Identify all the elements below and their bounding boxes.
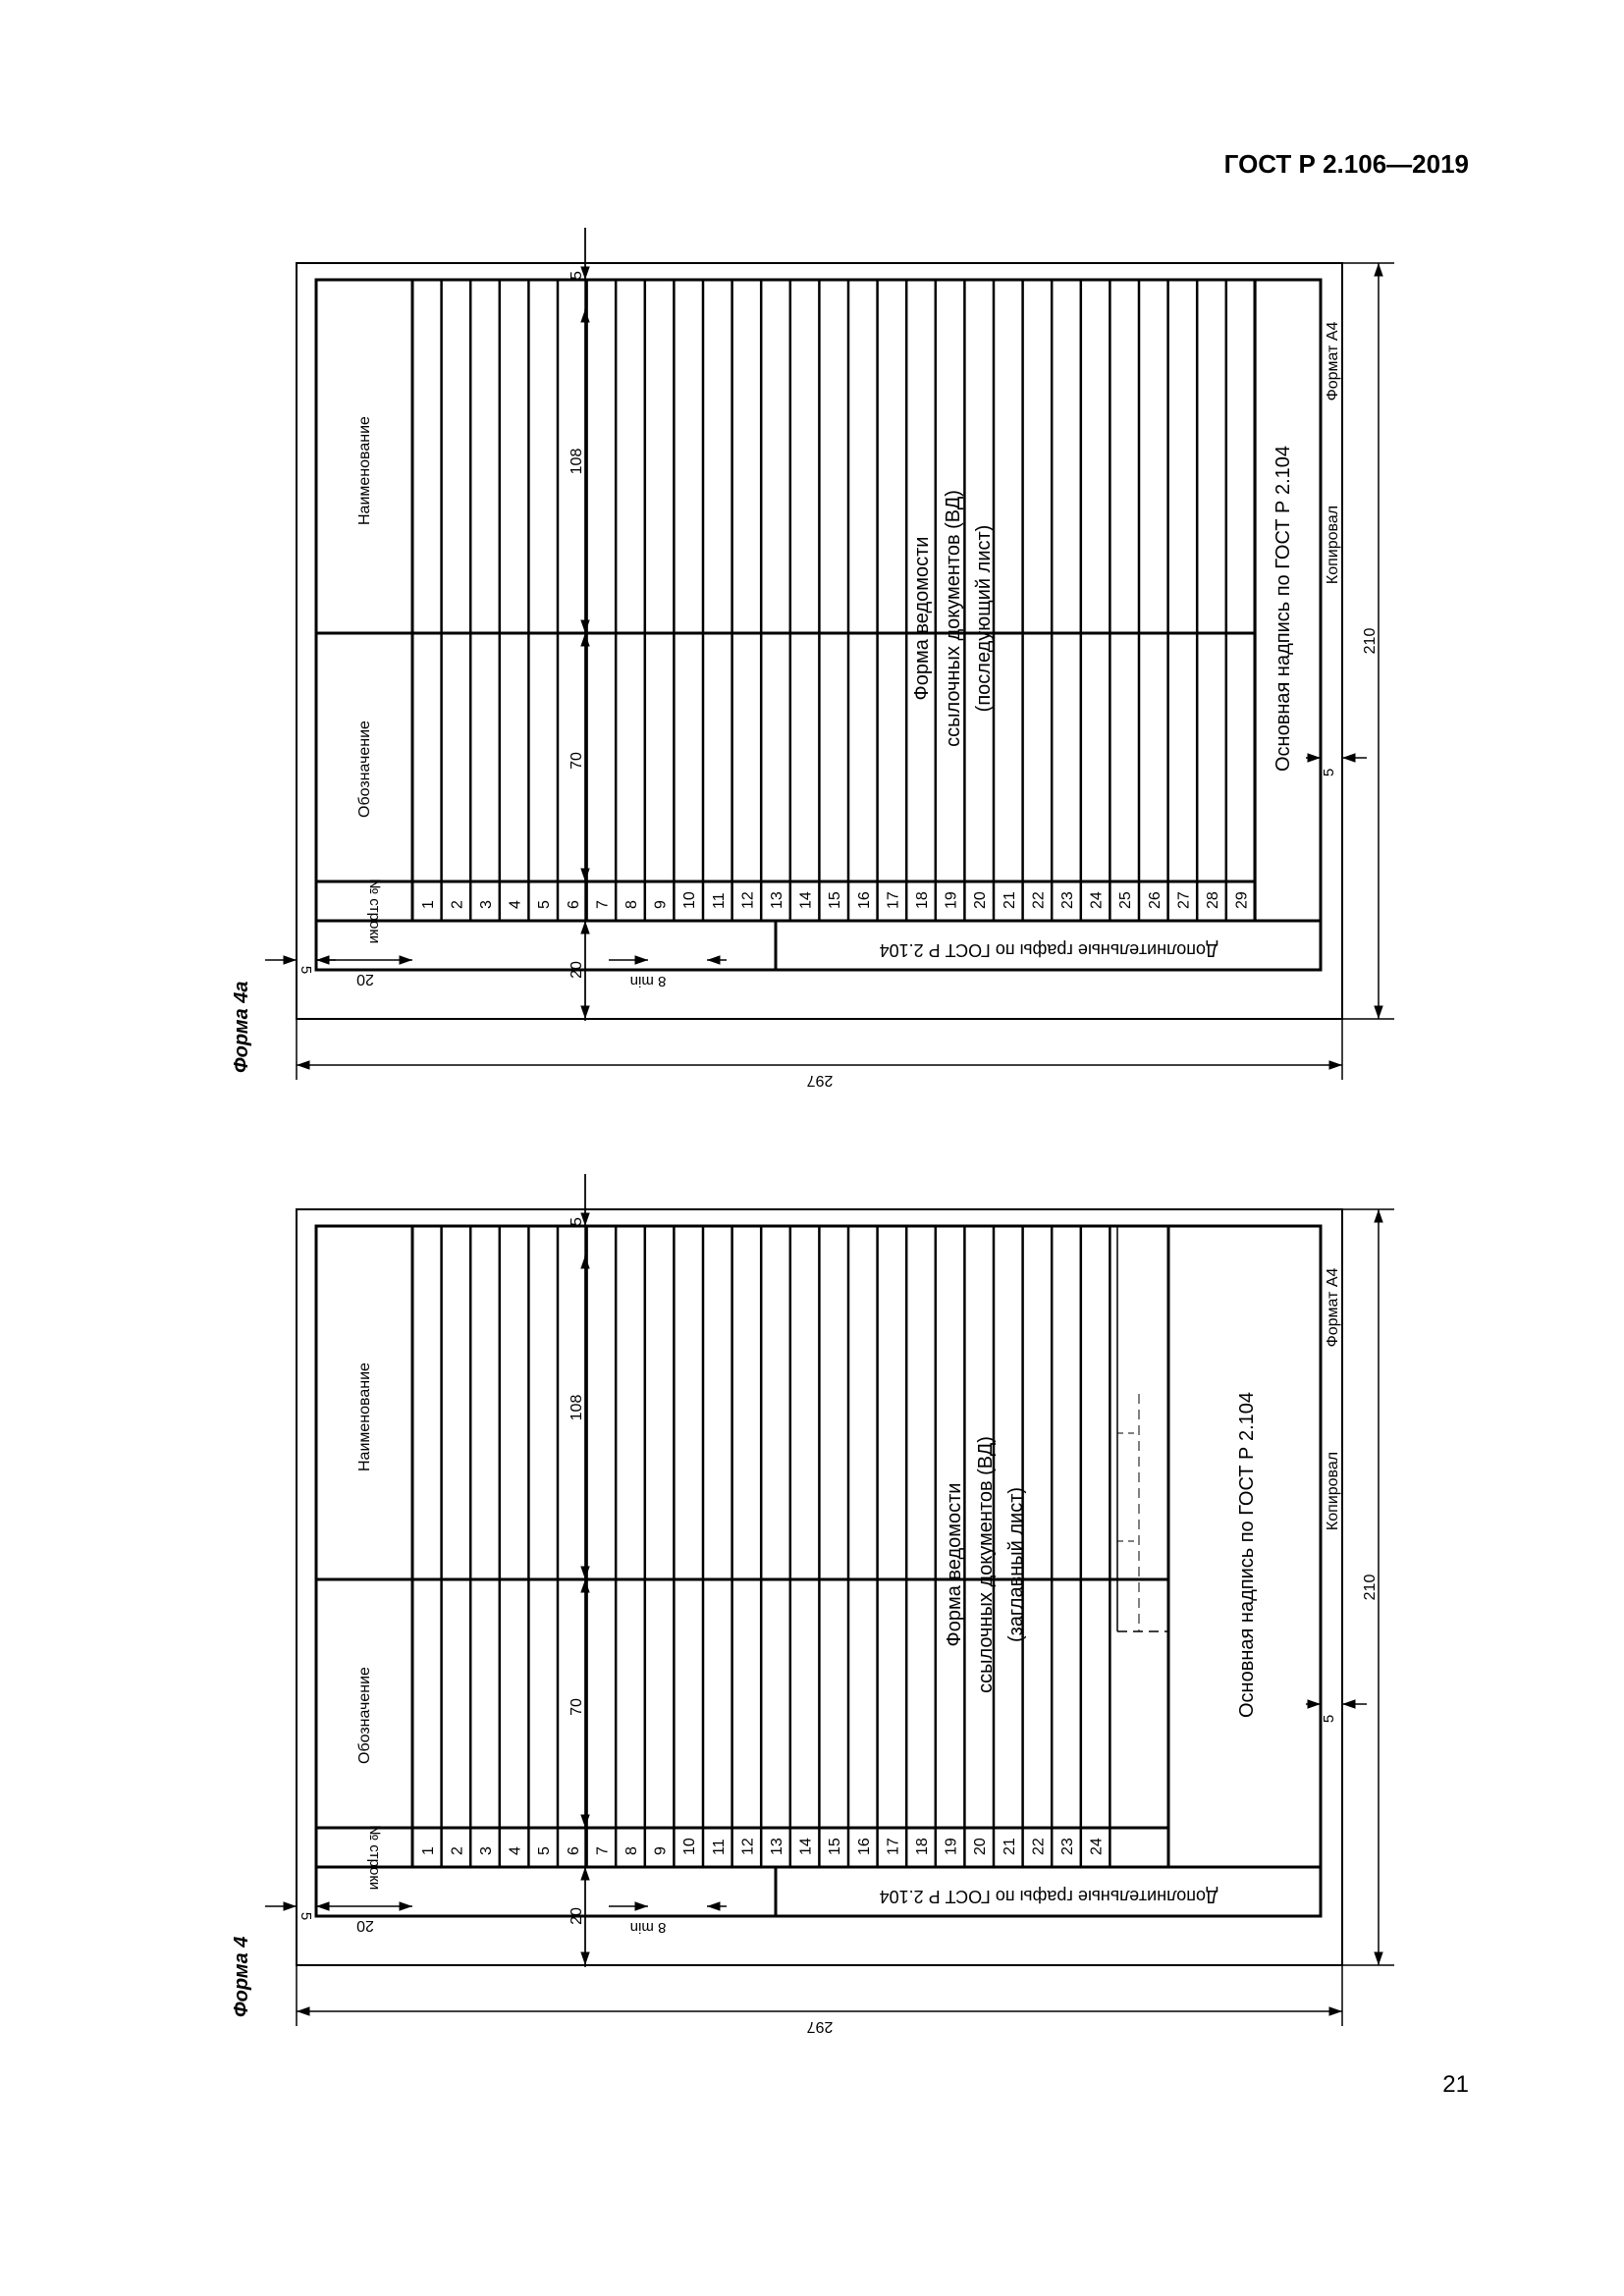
form-4a-dim-108: 108 [568, 448, 585, 475]
form-4-format: Формат А4 [1325, 1267, 1341, 1348]
row-number: 19 [943, 1838, 960, 1855]
form-4-copied: Копировал [1325, 1451, 1341, 1531]
row-number: 20 [972, 1838, 990, 1855]
form-4-dim-20-a: 20 [356, 1917, 374, 1934]
document-code-header: ГОСТ Р 2.106—2019 [1223, 149, 1469, 179]
form-4a-label: Форма 4а [231, 981, 252, 1073]
row-number: 14 [797, 891, 815, 909]
form-4a-dim-20-a: 20 [356, 971, 374, 988]
form-4-title-line-3: (заглавный лист) [1005, 1486, 1027, 1643]
form-4a-dim-5-top: 5 [568, 271, 585, 280]
row-number: 7 [594, 1846, 612, 1855]
form-4a-dim-20-b: 20 [568, 961, 585, 979]
form-4-dim-108: 108 [568, 1394, 585, 1421]
row-number: 15 [827, 891, 844, 909]
row-number: 7 [594, 900, 612, 909]
page-number: 21 [1442, 2071, 1469, 2098]
row-number: 22 [1030, 1838, 1048, 1855]
row-number: 13 [769, 1838, 785, 1855]
row-number: 24 [1088, 891, 1106, 909]
form-4-title-line-1: Форма ведомости [944, 1482, 965, 1647]
row-number: 3 [478, 1846, 495, 1855]
row-number: 11 [710, 892, 728, 909]
row-number: 17 [885, 1838, 902, 1855]
form-4a-dim-297: 297 [806, 1072, 834, 1089]
row-number: 12 [739, 1838, 757, 1855]
form-4-label: Форма 4 [231, 1936, 252, 2017]
form-4-dim-5-left: 5 [298, 1911, 314, 1921]
row-number: 4 [507, 900, 524, 909]
form-4a-format: Формат А4 [1325, 321, 1341, 401]
form-4-main-inscription: Основная надпись по ГОСТ Р 2.104 [1236, 1392, 1258, 1718]
row-number: 3 [478, 900, 495, 909]
form-4-dimensions [265, 1174, 1394, 2026]
form-4-header-name: Наименование [356, 1362, 373, 1471]
row-number: 1 [419, 900, 437, 909]
row-number: 21 [1001, 891, 1018, 909]
form-4a-dimensions [265, 228, 1394, 1080]
form-4a-title-line-3: (последующий лист) [973, 524, 995, 713]
row-number: 8 [623, 1846, 640, 1855]
row-number: 22 [1030, 891, 1048, 909]
row-number: 17 [885, 891, 902, 909]
row-number: 23 [1059, 1838, 1076, 1855]
row-number: 5 [536, 900, 554, 909]
form-4-header-designation: Обозначение [356, 1667, 373, 1764]
row-number: 26 [1146, 891, 1164, 909]
row-number: 4 [507, 1846, 524, 1855]
form-4a-dim-210: 210 [1362, 627, 1379, 655]
row-number: 15 [827, 1838, 844, 1855]
row-number: 18 [914, 1838, 931, 1855]
form-4a-title-line-2: ссылочных документов (ВД) [943, 490, 964, 747]
row-number: 18 [914, 891, 931, 909]
row-number: 6 [565, 900, 582, 909]
row-number: 10 [681, 1838, 699, 1855]
form-4-dim-8min: 8 min [629, 1919, 667, 1936]
row-number: 24 [1088, 1838, 1106, 1855]
row-number: 23 [1059, 891, 1076, 909]
row-number: 19 [943, 891, 960, 909]
form-4-dim-20-b: 20 [568, 1907, 585, 1925]
form-4a-dim-8min: 8 min [629, 973, 667, 989]
row-number: 9 [652, 900, 670, 909]
form-4a-dim-70: 70 [568, 752, 585, 770]
row-number: 27 [1175, 891, 1193, 909]
row-number: 21 [1001, 1838, 1018, 1855]
row-number: 2 [449, 1846, 466, 1855]
row-number: 1 [419, 1846, 437, 1855]
row-number: 16 [855, 891, 873, 909]
form-4-dim-297: 297 [806, 2018, 834, 2035]
form-4-dim-70: 70 [568, 1698, 585, 1716]
form-4a-drawing [297, 263, 1342, 1019]
form-4a-copied: Копировал [1325, 505, 1341, 585]
row-number: 14 [797, 1838, 815, 1855]
row-number: 13 [769, 891, 785, 909]
row-number: 29 [1233, 891, 1251, 909]
row-number: 9 [652, 1846, 670, 1855]
form-4a-header-row-no: № строки [366, 879, 383, 944]
row-number: 10 [681, 891, 699, 909]
form-4a-extra-columns: Дополнительные графы по ГОСТ Р 2.104 [879, 940, 1218, 960]
form-4-dim-210: 210 [1362, 1574, 1379, 1601]
form-4a-header-designation: Обозначение [356, 721, 373, 818]
row-number: 11 [710, 1839, 728, 1855]
form-4-dim-5-bottom: 5 [1321, 1714, 1337, 1724]
form-4a-main-inscription: Основная надпись по ГОСТ Р 2.104 [1272, 446, 1294, 772]
row-number: 8 [623, 900, 640, 909]
form-4-title-line-2: ссылочных документов (ВД) [975, 1436, 997, 1693]
form-4-dim-5-top: 5 [568, 1217, 585, 1226]
row-number: 2 [449, 900, 466, 909]
row-number: 16 [855, 1838, 873, 1855]
form-4-header-row-no: № строки [366, 1825, 383, 1891]
form-4a-title-line-1: Форма ведомости [911, 536, 933, 701]
row-number: 28 [1205, 891, 1221, 909]
form-4a-header-name: Наименование [356, 416, 373, 525]
row-number: 20 [972, 891, 990, 909]
row-number: 5 [536, 1846, 554, 1855]
form-4a-dim-5-bottom: 5 [1321, 768, 1337, 777]
form-4-drawing [297, 1209, 1342, 1965]
row-number: 6 [565, 1846, 582, 1855]
row-number: 12 [739, 891, 757, 909]
form-4-extra-columns: Дополнительные графы по ГОСТ Р 2.104 [879, 1887, 1218, 1906]
form-4a-dim-5-left: 5 [298, 965, 314, 975]
row-number: 25 [1117, 891, 1135, 909]
